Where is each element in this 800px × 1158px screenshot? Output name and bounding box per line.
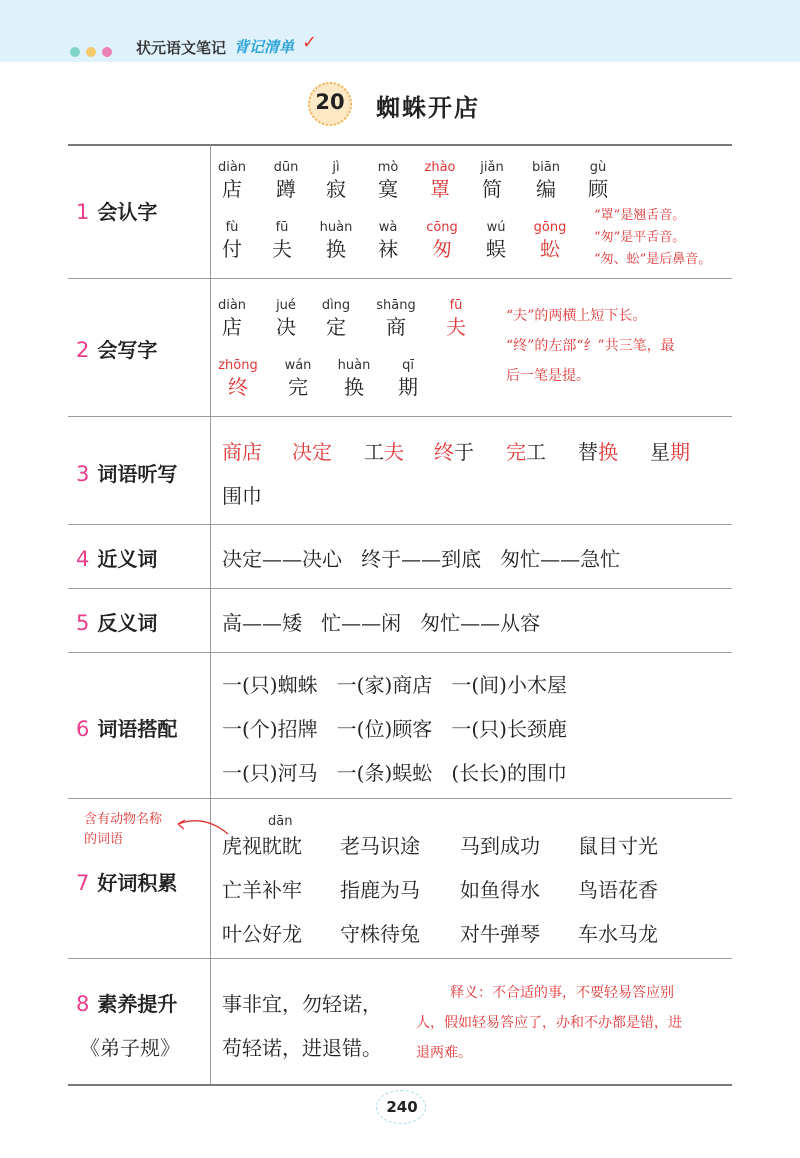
- hanzi: 换: [326, 237, 346, 261]
- dot-2: [86, 47, 96, 57]
- section-8-label: [76, 988, 177, 1017]
- dot-3: [102, 47, 112, 57]
- collocation-line: 一(只)河马 一(条)蜈蚣 (长长)的围巾: [222, 761, 567, 785]
- antonym-line: 高——矮 忙——闲 匆忙——从容: [222, 611, 541, 635]
- char-cell: [208, 358, 268, 400]
- pinyin: gōng: [533, 220, 567, 235]
- collocation-line: 一(个)招牌 一(位)顾客 一(只)长颈鹿: [222, 717, 567, 741]
- char-cell: [324, 358, 384, 400]
- hanzi: 完: [288, 375, 308, 399]
- pinyin: dūn: [273, 160, 299, 175]
- char-cell: [568, 160, 628, 202]
- dictation-word: [222, 436, 262, 465]
- word-part: 工: [364, 440, 384, 464]
- synonym-line: 决定——决心 终于——到底 匆忙——急忙: [222, 547, 621, 571]
- pinyin: fù: [225, 220, 239, 235]
- dictation-word: [506, 436, 546, 465]
- hanzi: 匆: [432, 237, 452, 261]
- dictation-word: [434, 436, 474, 465]
- hanzi: 换: [344, 375, 364, 399]
- pinyin: fū: [275, 220, 289, 235]
- section-title: 反义词: [97, 611, 158, 635]
- char-cell: [520, 220, 580, 262]
- note-line: “罩”是翘舌音。: [594, 208, 686, 223]
- idiom: 如鱼得水: [460, 878, 540, 902]
- idiom: 守株待兔: [340, 922, 420, 946]
- section-number: 6: [76, 717, 90, 741]
- pinyin: huàn: [337, 358, 371, 373]
- word-part: 完: [506, 440, 526, 464]
- char-cell: [358, 220, 418, 262]
- word-part: 围巾: [222, 484, 262, 508]
- brand-subtitle: 背记清单: [234, 38, 295, 56]
- idiom: 虎视眈眈: [222, 834, 302, 858]
- pinyin: mò: [377, 160, 399, 175]
- hanzi: 决: [276, 315, 296, 339]
- idiom: 马到成功: [460, 834, 540, 858]
- note-line: “终”的左部“纟”共三笔，最: [506, 338, 675, 354]
- brand-title: 状元语文笔记: [136, 39, 227, 57]
- pinyin: zhōng: [218, 358, 258, 373]
- char-cell: [358, 160, 418, 202]
- section-5-label: [76, 607, 157, 636]
- char-cell: [466, 220, 526, 262]
- hanzi: 顾: [588, 177, 608, 201]
- table-top-border: [68, 144, 732, 146]
- hanzi: 夫: [272, 237, 292, 261]
- note-line: 人，假如轻易答应了，办和不办都是错，进: [416, 1015, 682, 1031]
- char-cell: [412, 220, 472, 262]
- word-part: 星: [650, 440, 670, 464]
- checkmark-icon: ✓: [302, 32, 318, 53]
- page-number: 240: [386, 1098, 418, 1116]
- pinyin: diàn: [217, 298, 247, 313]
- table-bottom-border: [68, 1084, 732, 1086]
- pinyin: cōng: [426, 220, 458, 235]
- char-cell: [462, 160, 522, 202]
- collocation-line: 一(只)蜘蛛 一(家)商店 一(间)小木屋: [222, 673, 567, 697]
- idiom: 车水马龙: [578, 922, 658, 946]
- word-part: 换: [598, 440, 618, 464]
- dot-1: [70, 47, 80, 57]
- section-4-label: [76, 543, 157, 572]
- char-cell: [306, 160, 366, 202]
- char-cell: [426, 298, 486, 340]
- section-title: 素养提升: [97, 992, 178, 1016]
- idiom: 叶公好龙: [222, 922, 302, 946]
- hanzi: 店: [222, 315, 242, 339]
- pinyin: wú: [486, 220, 506, 235]
- hanzi: 编: [536, 177, 556, 201]
- char-cell: [252, 220, 312, 262]
- row-divider: [68, 588, 732, 589]
- dictation-word: [292, 436, 332, 465]
- char-cell: [202, 160, 262, 202]
- dictation-word: [650, 436, 690, 465]
- section-title: 会认字: [97, 200, 158, 224]
- section-title: 词语听写: [97, 462, 178, 486]
- row-divider: [68, 958, 732, 959]
- word-part: 期: [670, 440, 690, 464]
- hanzi: 蜈: [486, 237, 506, 261]
- hanzi: 期: [398, 375, 418, 399]
- pinyin: gù: [589, 160, 607, 175]
- word-part: 替: [578, 440, 598, 464]
- row-divider: [68, 278, 732, 279]
- hanzi: 寂: [326, 177, 346, 201]
- pinyin: fū: [449, 298, 463, 313]
- dictation-word: [364, 436, 404, 465]
- word-part: 决定: [292, 440, 332, 464]
- hanzi: 罩: [430, 177, 450, 201]
- char-cell: [268, 358, 328, 400]
- hanzi: 店: [222, 177, 242, 201]
- section-7-label: [76, 867, 177, 896]
- pinyin: shāng: [376, 298, 416, 313]
- hanzi: 终: [228, 375, 248, 399]
- annotation-line: 的词语: [84, 832, 124, 847]
- char-cell: [516, 160, 576, 202]
- dictation-word: [222, 480, 262, 509]
- hanzi: 蚣: [540, 237, 560, 261]
- note-line: 后一笔是提。: [506, 368, 590, 384]
- word-part: 终: [434, 440, 454, 464]
- section-1-label: [76, 196, 157, 225]
- pinyin: jì: [332, 160, 340, 175]
- section-title: 词语搭配: [97, 717, 178, 741]
- hanzi: 寞: [378, 177, 398, 201]
- note-line: “夫”的两横上短下长。: [506, 308, 647, 324]
- section-title: 近义词: [97, 547, 158, 571]
- pinyin: huàn: [319, 220, 353, 235]
- char-cell: [366, 298, 426, 340]
- section-number: 2: [76, 338, 90, 362]
- pinyin: qī: [402, 358, 414, 373]
- hanzi: 夫: [446, 315, 466, 339]
- row-divider: [68, 524, 732, 525]
- pinyin: wà: [378, 220, 398, 235]
- word-part: 工: [526, 440, 546, 464]
- section-number: 8: [76, 992, 90, 1016]
- idiom: 老马识途: [340, 834, 420, 858]
- pinyin: jiǎn: [480, 160, 504, 175]
- char-cell: [378, 358, 438, 400]
- hanzi: 简: [482, 177, 502, 201]
- section-8-subtitle: 《弟子规》: [80, 1036, 180, 1060]
- pinyin: wán: [284, 358, 312, 373]
- row-divider: [68, 798, 732, 799]
- note-line: 退两难。: [416, 1045, 472, 1061]
- lesson-number: 20: [315, 90, 345, 114]
- section-number: 3: [76, 462, 90, 486]
- word-part: 商店: [222, 440, 262, 464]
- pinyin: dìng: [321, 298, 351, 313]
- section-2-label: [76, 334, 157, 363]
- hanzi: 付: [222, 237, 242, 261]
- section-number: 4: [76, 547, 90, 571]
- pinyin: jué: [276, 298, 296, 313]
- idiom: 鼠目寸光: [578, 834, 658, 858]
- section-6-label: [76, 713, 177, 742]
- pinyin: diàn: [217, 160, 247, 175]
- classic-line: 苟轻诺，进退错。: [222, 1036, 382, 1060]
- dictation-word: [578, 436, 618, 465]
- note-line: “匆”是平舌音。: [594, 230, 686, 245]
- char-cell: [306, 298, 366, 340]
- note-line: 释义：不合适的事，不要轻易答应别: [450, 985, 674, 1001]
- idiom: 鸟语花香: [578, 878, 658, 902]
- section-title: 会写字: [97, 338, 158, 362]
- note-line: “匆、蚣”是后鼻音。: [594, 252, 712, 267]
- word-part: 于: [454, 440, 474, 464]
- decor-dots: [70, 42, 118, 61]
- row-divider: [68, 652, 732, 653]
- char-cell: [410, 160, 470, 202]
- char-cell: [202, 298, 262, 340]
- char-cell: [306, 220, 366, 262]
- idiom-pinyin: dān: [268, 814, 293, 829]
- classic-line: 事非宜，勿轻诺，: [222, 992, 382, 1016]
- idiom: 亡羊补牢: [222, 878, 302, 902]
- idiom: 对牛弹琴: [460, 922, 540, 946]
- section-title: 好词积累: [97, 871, 178, 895]
- pinyin: biān: [531, 160, 561, 175]
- hanzi: 袜: [378, 237, 398, 261]
- section-number: 5: [76, 611, 90, 635]
- hanzi: 定: [326, 315, 346, 339]
- annotation-line: 含有动物名称: [84, 812, 163, 827]
- lesson-title: 蜘蛛开店: [376, 94, 480, 122]
- hanzi: 蹲: [276, 177, 296, 201]
- section-number: 7: [76, 871, 90, 895]
- section-3-label: [76, 458, 177, 487]
- row-divider: [68, 416, 732, 417]
- idiom: 指鹿为马: [340, 878, 420, 902]
- hanzi: 商: [386, 315, 406, 339]
- column-divider: [210, 145, 211, 1085]
- header-bar: [0, 0, 800, 62]
- word-part: 夫: [384, 440, 404, 464]
- section-number: 1: [76, 200, 90, 224]
- pinyin: zhào: [424, 160, 456, 175]
